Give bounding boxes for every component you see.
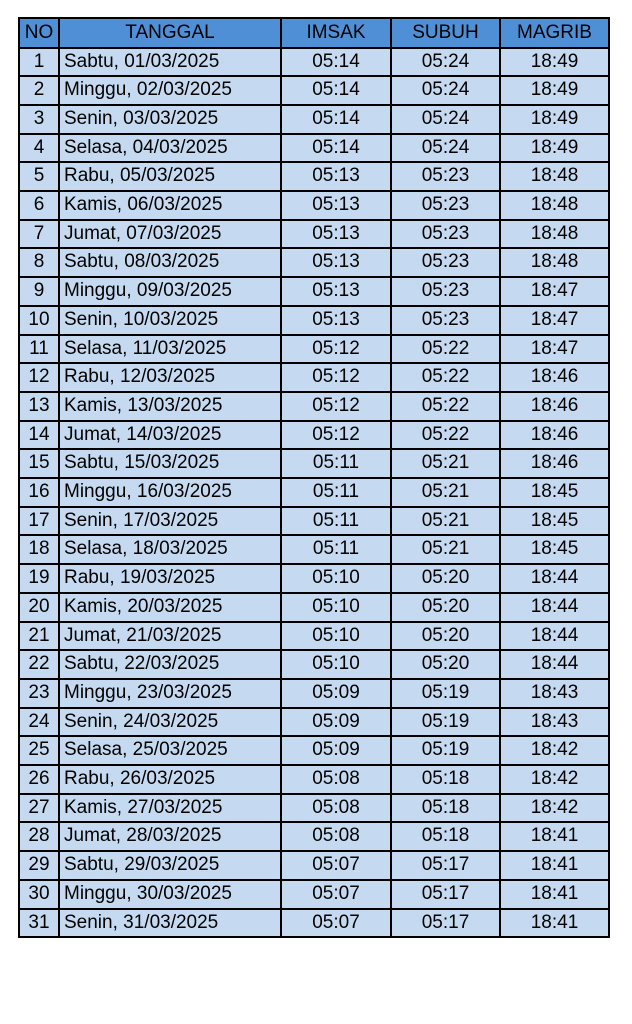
cell-imsak: 05:14 bbox=[281, 134, 391, 163]
table-row bbox=[19, 48, 609, 77]
cell-imsak: 05:14 bbox=[281, 76, 391, 105]
header-tanggal: TANGGAL bbox=[59, 18, 281, 48]
cell-imsak: 05:12 bbox=[281, 392, 391, 421]
header-magrib: MAGRIB bbox=[500, 18, 609, 48]
header-no: NO bbox=[19, 18, 59, 48]
cell-no: 11 bbox=[19, 335, 59, 364]
cell-no: 15 bbox=[19, 449, 59, 478]
cell-magrib: 18:41 bbox=[500, 822, 609, 851]
cell-tanggal: Kamis, 20/03/2025 bbox=[59, 593, 281, 622]
cell-no: 29 bbox=[19, 851, 59, 880]
cell-tanggal: Rabu, 12/03/2025 bbox=[59, 363, 281, 392]
cell-imsak: 05:10 bbox=[281, 593, 391, 622]
table-row bbox=[19, 277, 609, 306]
cell-imsak: 05:09 bbox=[281, 736, 391, 765]
cell-imsak: 05:12 bbox=[281, 335, 391, 364]
cell-no: 9 bbox=[19, 277, 59, 306]
cell-imsak: 05:07 bbox=[281, 909, 391, 938]
cell-no: 6 bbox=[19, 191, 59, 220]
cell-magrib: 18:48 bbox=[500, 220, 609, 249]
cell-imsak: 05:08 bbox=[281, 765, 391, 794]
table-row bbox=[19, 191, 609, 220]
cell-imsak: 05:07 bbox=[281, 880, 391, 909]
cell-magrib: 18:49 bbox=[500, 105, 609, 134]
table-row bbox=[19, 736, 609, 765]
cell-magrib: 18:45 bbox=[500, 478, 609, 507]
cell-tanggal: Minggu, 02/03/2025 bbox=[59, 76, 281, 105]
cell-no: 21 bbox=[19, 622, 59, 651]
cell-imsak: 05:12 bbox=[281, 363, 391, 392]
cell-magrib: 18:47 bbox=[500, 335, 609, 364]
table-row bbox=[19, 880, 609, 909]
cell-subuh: 05:21 bbox=[391, 449, 500, 478]
cell-imsak: 05:11 bbox=[281, 507, 391, 536]
cell-magrib: 18:49 bbox=[500, 134, 609, 163]
cell-imsak: 05:14 bbox=[281, 105, 391, 134]
cell-tanggal: Selasa, 11/03/2025 bbox=[59, 335, 281, 364]
table-row bbox=[19, 622, 609, 651]
cell-magrib: 18:45 bbox=[500, 535, 609, 564]
cell-magrib: 18:46 bbox=[500, 363, 609, 392]
cell-subuh: 05:23 bbox=[391, 162, 500, 191]
cell-magrib: 18:44 bbox=[500, 593, 609, 622]
cell-no: 28 bbox=[19, 822, 59, 851]
table-row bbox=[19, 134, 609, 163]
cell-subuh: 05:19 bbox=[391, 679, 500, 708]
cell-tanggal: Kamis, 06/03/2025 bbox=[59, 191, 281, 220]
cell-magrib: 18:48 bbox=[500, 191, 609, 220]
cell-imsak: 05:09 bbox=[281, 708, 391, 737]
table-row bbox=[19, 822, 609, 851]
cell-tanggal: Jumat, 28/03/2025 bbox=[59, 822, 281, 851]
cell-subuh: 05:21 bbox=[391, 507, 500, 536]
cell-no: 7 bbox=[19, 220, 59, 249]
header-subuh: SUBUH bbox=[391, 18, 500, 48]
cell-tanggal: Senin, 31/03/2025 bbox=[59, 909, 281, 938]
cell-imsak: 05:09 bbox=[281, 679, 391, 708]
cell-subuh: 05:18 bbox=[391, 765, 500, 794]
cell-subuh: 05:19 bbox=[391, 736, 500, 765]
cell-imsak: 05:08 bbox=[281, 822, 391, 851]
cell-subuh: 05:21 bbox=[391, 535, 500, 564]
prayer-schedule-table bbox=[18, 17, 610, 938]
table-row bbox=[19, 478, 609, 507]
cell-magrib: 18:41 bbox=[500, 880, 609, 909]
table-row bbox=[19, 248, 609, 277]
cell-no: 16 bbox=[19, 478, 59, 507]
cell-magrib: 18:46 bbox=[500, 421, 609, 450]
cell-subuh: 05:20 bbox=[391, 564, 500, 593]
cell-magrib: 18:43 bbox=[500, 679, 609, 708]
cell-tanggal: Minggu, 16/03/2025 bbox=[59, 478, 281, 507]
cell-tanggal: Rabu, 26/03/2025 bbox=[59, 765, 281, 794]
cell-no: 23 bbox=[19, 679, 59, 708]
table-row bbox=[19, 392, 609, 421]
cell-no: 13 bbox=[19, 392, 59, 421]
cell-subuh: 05:20 bbox=[391, 622, 500, 651]
cell-subuh: 05:24 bbox=[391, 134, 500, 163]
cell-imsak: 05:11 bbox=[281, 478, 391, 507]
cell-subuh: 05:22 bbox=[391, 392, 500, 421]
cell-no: 19 bbox=[19, 564, 59, 593]
table-body bbox=[19, 48, 609, 938]
cell-magrib: 18:47 bbox=[500, 277, 609, 306]
cell-subuh: 05:24 bbox=[391, 48, 500, 77]
cell-imsak: 05:07 bbox=[281, 851, 391, 880]
cell-imsak: 05:14 bbox=[281, 48, 391, 77]
cell-tanggal: Minggu, 23/03/2025 bbox=[59, 679, 281, 708]
cell-tanggal: Sabtu, 01/03/2025 bbox=[59, 48, 281, 77]
cell-magrib: 18:43 bbox=[500, 708, 609, 737]
cell-imsak: 05:11 bbox=[281, 535, 391, 564]
cell-subuh: 05:23 bbox=[391, 220, 500, 249]
table-row bbox=[19, 335, 609, 364]
cell-imsak: 05:10 bbox=[281, 564, 391, 593]
cell-subuh: 05:17 bbox=[391, 909, 500, 938]
table-row bbox=[19, 220, 609, 249]
table-row bbox=[19, 449, 609, 478]
cell-tanggal: Sabtu, 29/03/2025 bbox=[59, 851, 281, 880]
table-row bbox=[19, 765, 609, 794]
table-row bbox=[19, 650, 609, 679]
cell-imsak: 05:13 bbox=[281, 306, 391, 335]
cell-magrib: 18:48 bbox=[500, 162, 609, 191]
cell-tanggal: Selasa, 25/03/2025 bbox=[59, 736, 281, 765]
cell-imsak: 05:13 bbox=[281, 220, 391, 249]
cell-tanggal: Rabu, 19/03/2025 bbox=[59, 564, 281, 593]
cell-subuh: 05:20 bbox=[391, 650, 500, 679]
cell-tanggal: Kamis, 27/03/2025 bbox=[59, 794, 281, 823]
cell-tanggal: Senin, 03/03/2025 bbox=[59, 105, 281, 134]
cell-magrib: 18:42 bbox=[500, 736, 609, 765]
cell-imsak: 05:12 bbox=[281, 421, 391, 450]
cell-subuh: 05:21 bbox=[391, 478, 500, 507]
cell-no: 4 bbox=[19, 134, 59, 163]
cell-magrib: 18:45 bbox=[500, 507, 609, 536]
cell-magrib: 18:41 bbox=[500, 909, 609, 938]
cell-imsak: 05:08 bbox=[281, 794, 391, 823]
cell-tanggal: Sabtu, 08/03/2025 bbox=[59, 248, 281, 277]
cell-magrib: 18:44 bbox=[500, 564, 609, 593]
cell-magrib: 18:46 bbox=[500, 449, 609, 478]
header-imsak: IMSAK bbox=[281, 18, 391, 48]
cell-subuh: 05:17 bbox=[391, 851, 500, 880]
cell-imsak: 05:11 bbox=[281, 449, 391, 478]
cell-magrib: 18:48 bbox=[500, 248, 609, 277]
cell-no: 30 bbox=[19, 880, 59, 909]
cell-tanggal: Rabu, 05/03/2025 bbox=[59, 162, 281, 191]
table-row bbox=[19, 421, 609, 450]
cell-subuh: 05:23 bbox=[391, 248, 500, 277]
cell-tanggal: Kamis, 13/03/2025 bbox=[59, 392, 281, 421]
cell-magrib: 18:41 bbox=[500, 851, 609, 880]
cell-no: 2 bbox=[19, 76, 59, 105]
table-row bbox=[19, 535, 609, 564]
cell-subuh: 05:22 bbox=[391, 335, 500, 364]
cell-magrib: 18:44 bbox=[500, 622, 609, 651]
table-row bbox=[19, 851, 609, 880]
cell-imsak: 05:13 bbox=[281, 191, 391, 220]
table-row bbox=[19, 593, 609, 622]
cell-imsak: 05:10 bbox=[281, 622, 391, 651]
cell-tanggal: Sabtu, 22/03/2025 bbox=[59, 650, 281, 679]
table-row bbox=[19, 794, 609, 823]
cell-subuh: 05:24 bbox=[391, 105, 500, 134]
cell-no: 24 bbox=[19, 708, 59, 737]
table-row bbox=[19, 909, 609, 938]
cell-imsak: 05:13 bbox=[281, 248, 391, 277]
table-row bbox=[19, 708, 609, 737]
cell-magrib: 18:44 bbox=[500, 650, 609, 679]
cell-no: 14 bbox=[19, 421, 59, 450]
cell-tanggal: Jumat, 21/03/2025 bbox=[59, 622, 281, 651]
cell-tanggal: Minggu, 30/03/2025 bbox=[59, 880, 281, 909]
cell-no: 3 bbox=[19, 105, 59, 134]
cell-subuh: 05:19 bbox=[391, 708, 500, 737]
cell-subuh: 05:18 bbox=[391, 822, 500, 851]
cell-no: 20 bbox=[19, 593, 59, 622]
cell-tanggal: Senin, 10/03/2025 bbox=[59, 306, 281, 335]
cell-imsak: 05:13 bbox=[281, 277, 391, 306]
cell-no: 17 bbox=[19, 507, 59, 536]
cell-tanggal: Minggu, 09/03/2025 bbox=[59, 277, 281, 306]
cell-magrib: 18:42 bbox=[500, 765, 609, 794]
cell-no: 1 bbox=[19, 48, 59, 77]
cell-tanggal: Senin, 17/03/2025 bbox=[59, 507, 281, 536]
table-row bbox=[19, 363, 609, 392]
cell-no: 10 bbox=[19, 306, 59, 335]
cell-subuh: 05:17 bbox=[391, 880, 500, 909]
cell-subuh: 05:22 bbox=[391, 421, 500, 450]
cell-magrib: 18:49 bbox=[500, 76, 609, 105]
cell-no: 12 bbox=[19, 363, 59, 392]
cell-no: 8 bbox=[19, 248, 59, 277]
table-row bbox=[19, 679, 609, 708]
cell-subuh: 05:20 bbox=[391, 593, 500, 622]
table-header bbox=[19, 18, 609, 48]
cell-magrib: 18:49 bbox=[500, 48, 609, 77]
table-row bbox=[19, 564, 609, 593]
cell-imsak: 05:13 bbox=[281, 162, 391, 191]
cell-tanggal: Sabtu, 15/03/2025 bbox=[59, 449, 281, 478]
cell-subuh: 05:23 bbox=[391, 277, 500, 306]
cell-magrib: 18:42 bbox=[500, 794, 609, 823]
cell-no: 26 bbox=[19, 765, 59, 794]
cell-tanggal: Selasa, 18/03/2025 bbox=[59, 535, 281, 564]
cell-tanggal: Senin, 24/03/2025 bbox=[59, 708, 281, 737]
table-row bbox=[19, 76, 609, 105]
table-row bbox=[19, 105, 609, 134]
cell-tanggal: Jumat, 07/03/2025 bbox=[59, 220, 281, 249]
cell-no: 25 bbox=[19, 736, 59, 765]
table-row bbox=[19, 306, 609, 335]
table-row bbox=[19, 507, 609, 536]
cell-no: 31 bbox=[19, 909, 59, 938]
cell-no: 18 bbox=[19, 535, 59, 564]
cell-magrib: 18:47 bbox=[500, 306, 609, 335]
cell-subuh: 05:23 bbox=[391, 306, 500, 335]
table-row bbox=[19, 162, 609, 191]
cell-subuh: 05:24 bbox=[391, 76, 500, 105]
cell-no: 22 bbox=[19, 650, 59, 679]
cell-subuh: 05:22 bbox=[391, 363, 500, 392]
cell-no: 27 bbox=[19, 794, 59, 823]
header-row bbox=[19, 18, 609, 48]
cell-imsak: 05:10 bbox=[281, 650, 391, 679]
cell-subuh: 05:18 bbox=[391, 794, 500, 823]
cell-tanggal: Selasa, 04/03/2025 bbox=[59, 134, 281, 163]
cell-magrib: 18:46 bbox=[500, 392, 609, 421]
cell-subuh: 05:23 bbox=[391, 191, 500, 220]
cell-no: 5 bbox=[19, 162, 59, 191]
cell-tanggal: Jumat, 14/03/2025 bbox=[59, 421, 281, 450]
